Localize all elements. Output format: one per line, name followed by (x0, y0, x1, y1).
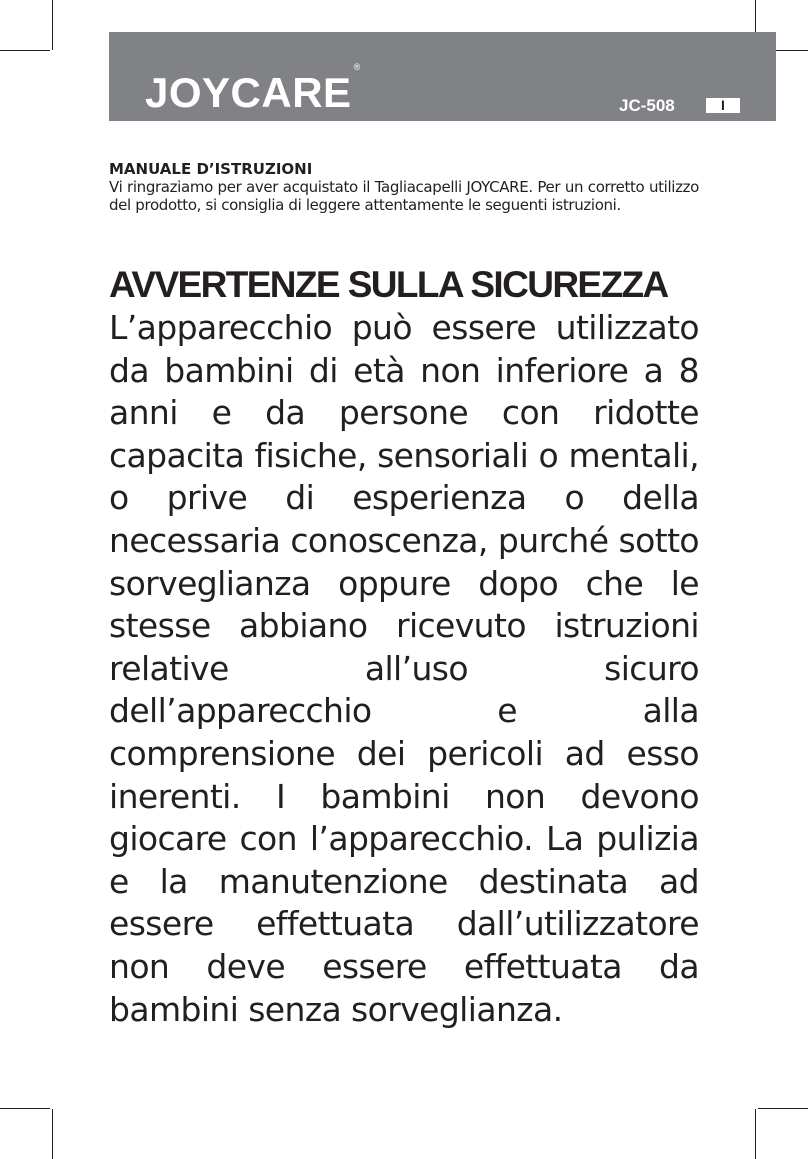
safety-text: L’apparecchio può essere utilizzato da bambini di età non inferiore a 8 anni e da persone con ridotte capacita fisiche, sensoriali o mentali, o prive di esperienza o della necessaria conoscenza, purché sotto sorveglianza oppure dopo che le stesse abbiano ricevuto istruzioni relative all’uso sicuro dell’apparecchio e alla comprensione dei pericoli ad esso inerenti. I bambini non devono giocare con l’apparecchio. La pulizia e la manutenzione destinata ad essere effettuata dall’utilizzatore non deve essere effettuata da bambini senza sorveglianza. (109, 308, 699, 1029)
crop-mark-top-left-horizontal (0, 50, 50, 51)
manual-title: MANUALE D’ISTRUZIONI (109, 160, 313, 178)
language-badge: I (706, 98, 740, 113)
intro-section (109, 160, 699, 214)
registered-mark: ® (353, 62, 361, 72)
crop-mark-bottom-right-horizontal (758, 1108, 808, 1109)
brand-logo (145, 62, 361, 116)
crop-mark-top-left-vertical (52, 0, 53, 50)
crop-mark-bottom-left-horizontal (0, 1108, 50, 1109)
crop-mark-bottom-left-vertical (52, 1109, 53, 1159)
model-number: JC-508 (619, 96, 675, 115)
header-bar (109, 32, 776, 121)
safety-title: AVVERTENZE SULLA SICUREZZA (109, 264, 668, 305)
safety-section (109, 263, 699, 1031)
intro-text: Vi ringraziamo per aver acquistato il Tagliacapelli JOYCARE. Per un corretto utilizzo del prodotto, si consiglia di leggere attentamente le seguenti istruzioni. (109, 178, 699, 214)
brand-name: JOYCARE (145, 69, 352, 116)
crop-mark-bottom-right-vertical (755, 1109, 756, 1159)
